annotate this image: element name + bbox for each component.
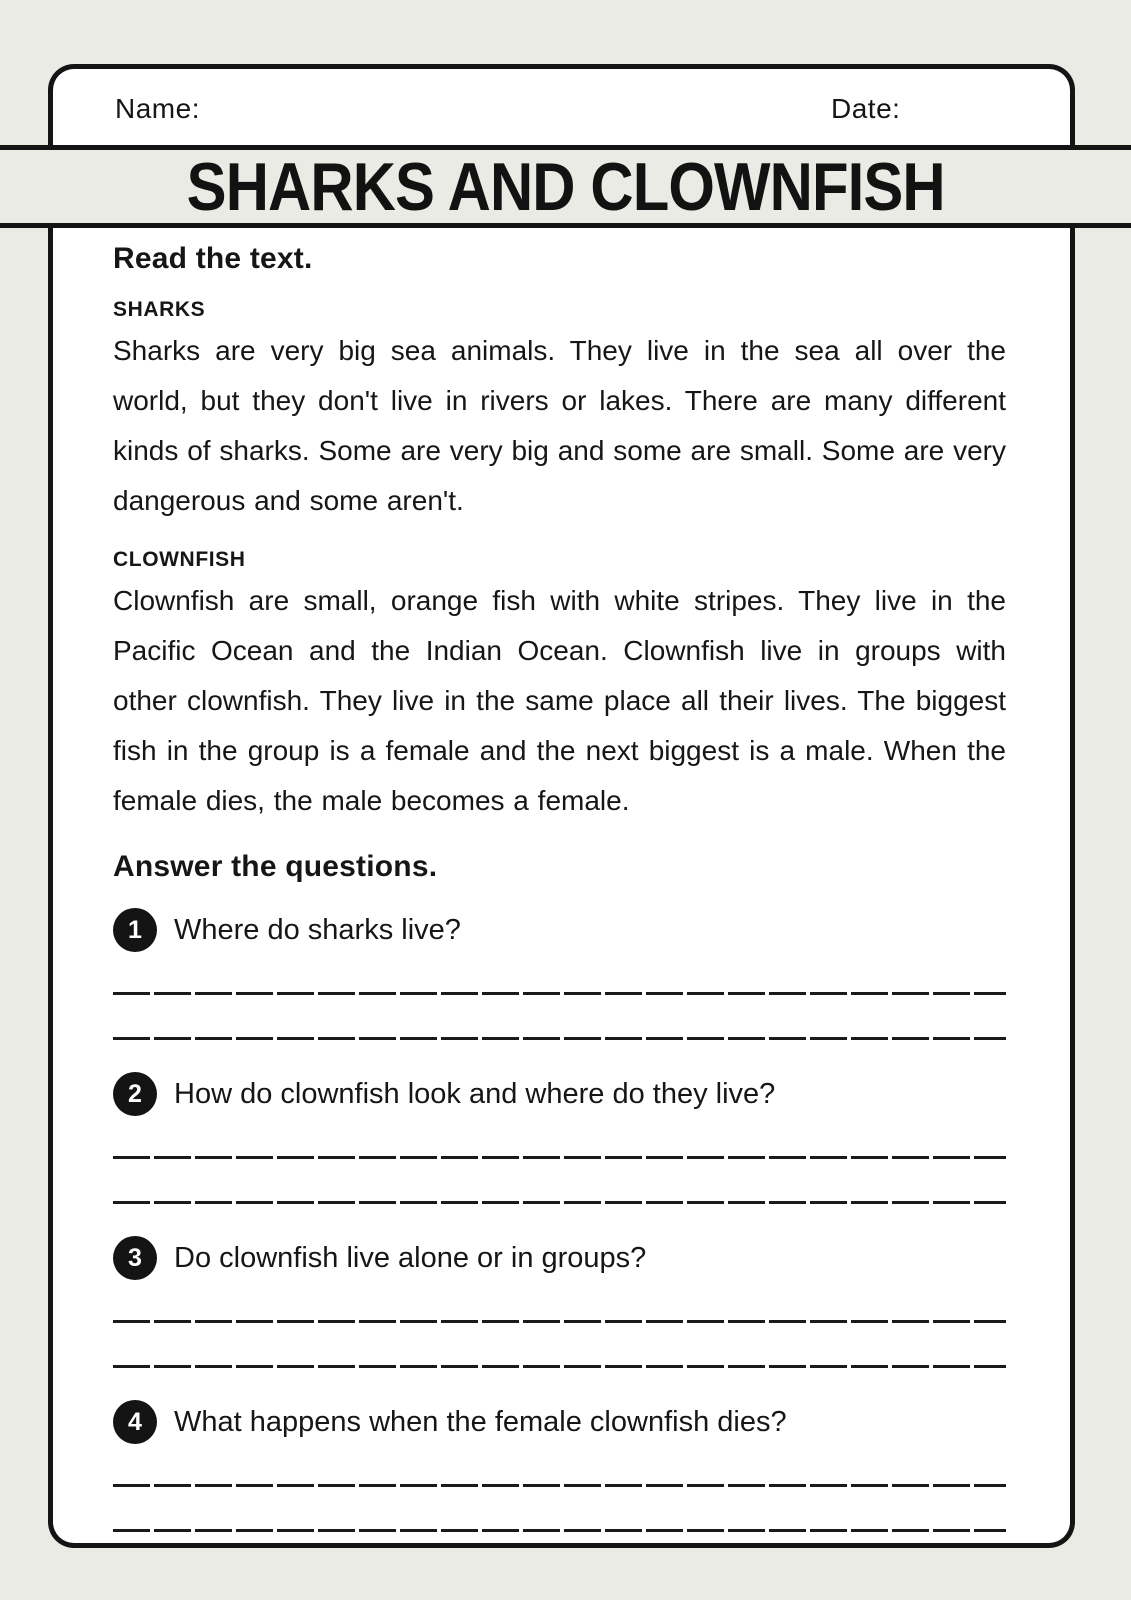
question-2-text: How do clownfish look and where do they live? <box>174 1077 776 1110</box>
question-3-answer-line-2[interactable] <box>113 1365 1006 1368</box>
question-1-answer-line-2[interactable] <box>113 1037 1006 1040</box>
question-2-answer-line-1[interactable] <box>113 1156 1006 1159</box>
worksheet-sheet <box>48 228 1075 1548</box>
question-3 <box>113 1236 1006 1368</box>
question-1-number-badge: 1 <box>113 908 157 952</box>
title-band <box>0 145 1131 228</box>
question-4-text: What happens when the female clownfish dies? <box>174 1405 787 1438</box>
date-input-area[interactable] <box>911 89 1061 129</box>
question-2-row <box>113 1072 1006 1116</box>
question-1-text: Where do sharks live? <box>174 913 461 946</box>
name-label: Name: <box>115 93 200 124</box>
question-4 <box>113 1400 1006 1532</box>
passage-clownfish: Clownfish are small, orange fish with white stripes. They live in the Pacific Ocean and the Indian Ocean. Clownfish live in groups with other clownfish. They live in the same place all their lives. The biggest fish in the group is a female and the next biggest is a male. When the female dies, the male becomes a female. <box>113 585 1006 816</box>
name-input-area[interactable] <box>213 89 773 129</box>
page-title: SHARKS AND CLOWNFISH <box>186 148 945 225</box>
question-2-answer-line-2[interactable] <box>113 1201 1006 1204</box>
name-date-box <box>48 64 1075 150</box>
question-1-row <box>113 908 1006 952</box>
question-3-answer-line-1[interactable] <box>113 1320 1006 1323</box>
section-clownfish <box>113 548 1006 826</box>
read-instruction: Read the text. <box>113 242 313 275</box>
answer-instruction: Answer the questions. <box>113 850 438 883</box>
question-1-answer-line-1[interactable] <box>113 992 1006 995</box>
section-heading-sharks: SHARKS <box>113 298 206 321</box>
question-2 <box>113 1072 1006 1204</box>
question-4-answer-line-1[interactable] <box>113 1484 1006 1487</box>
passage-sharks: Sharks are very big sea animals. They live in the sea all over the world, but they don't live in rivers or lakes. There are many different kinds of sharks. Some are very big and some are small. Some are very dangerous and some aren't. <box>113 335 1006 516</box>
section-sharks <box>113 298 1006 526</box>
question-1 <box>113 908 1006 1040</box>
date-label: Date: <box>831 93 901 124</box>
question-4-row <box>113 1400 1006 1444</box>
question-3-text: Do clownfish live alone or in groups? <box>174 1241 647 1274</box>
section-heading-clownfish: CLOWNFISH <box>113 548 246 571</box>
question-3-number-badge: 3 <box>113 1236 157 1280</box>
question-4-answer-line-2[interactable] <box>113 1529 1006 1532</box>
question-3-row <box>113 1236 1006 1280</box>
question-4-number-badge: 4 <box>113 1400 157 1444</box>
question-2-number-badge: 2 <box>113 1072 157 1116</box>
